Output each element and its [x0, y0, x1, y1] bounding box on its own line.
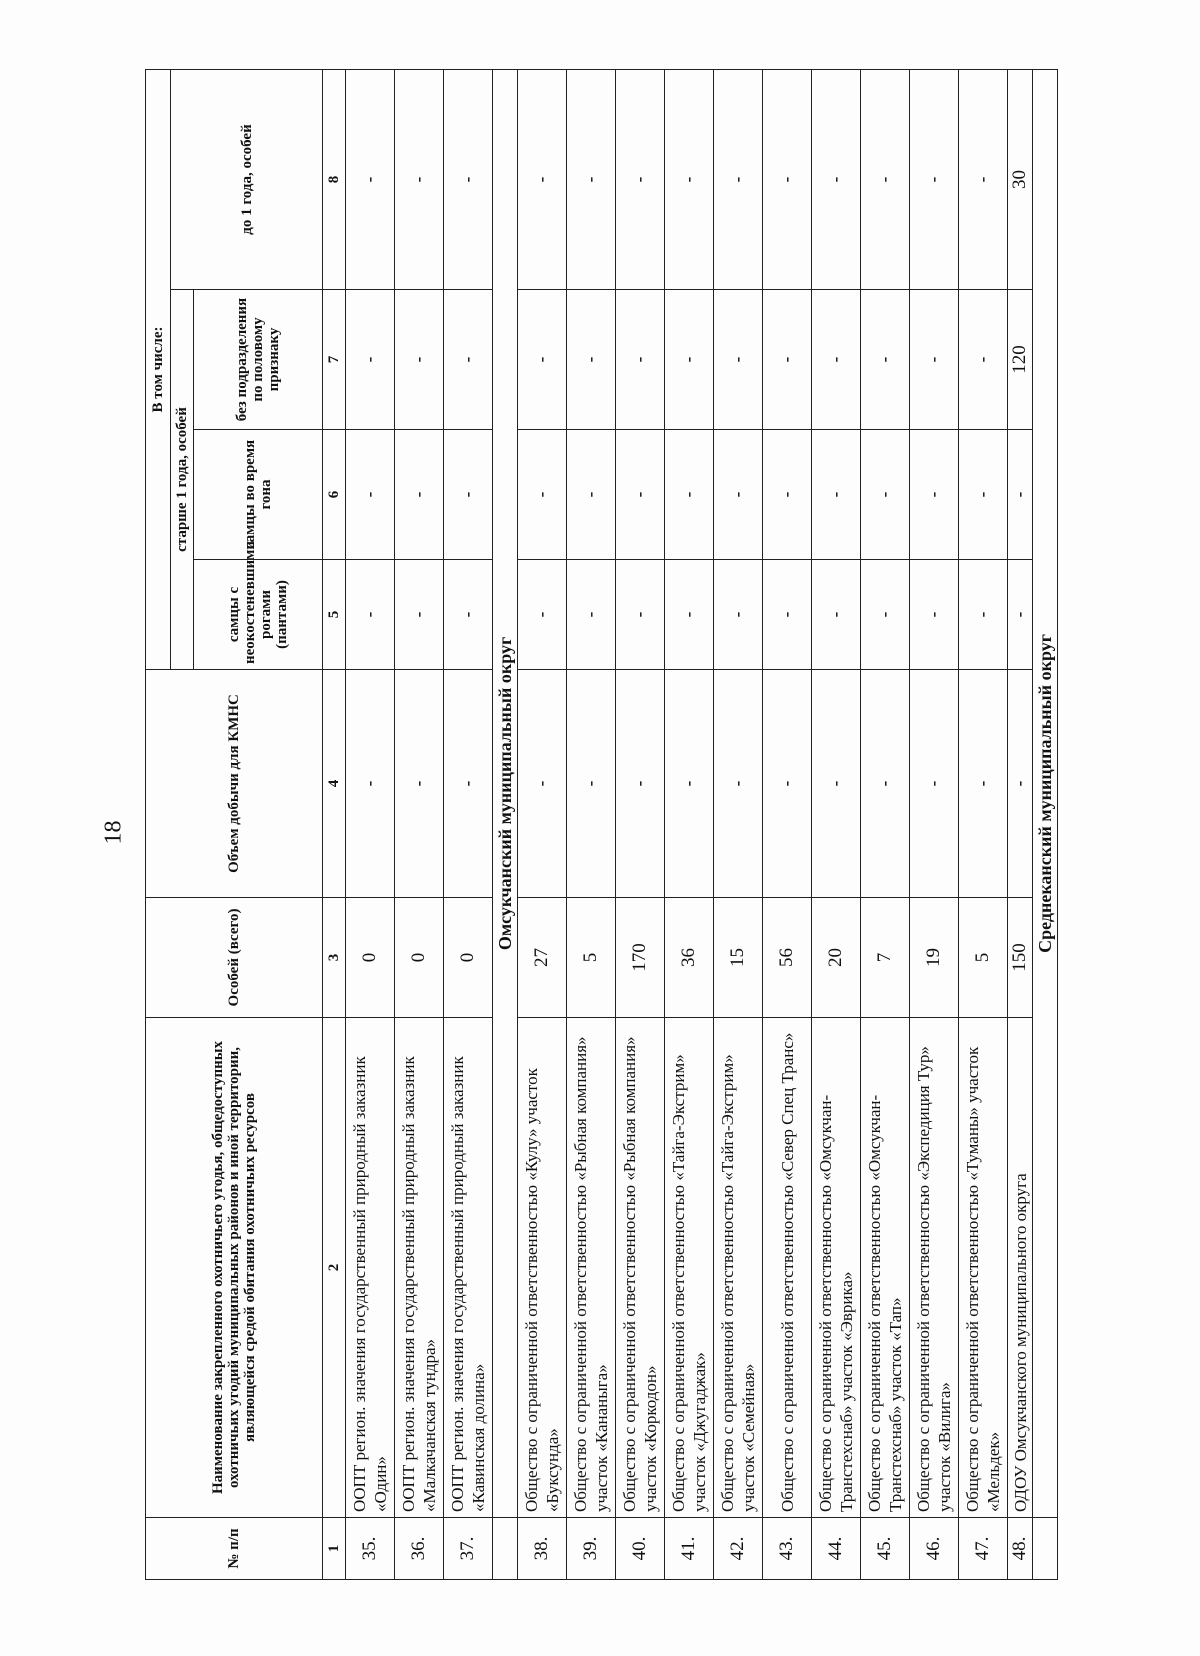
row-kmns: -	[1008, 670, 1033, 898]
row-males-rut: -	[763, 430, 812, 560]
row-kmns: -	[346, 670, 395, 898]
row-kmns: -	[812, 670, 861, 898]
row-kmns: -	[518, 670, 567, 898]
row-total: 0	[395, 898, 444, 1018]
row-males-antlers: -	[567, 560, 616, 670]
row-total: 19	[910, 898, 959, 1018]
row-males-antlers: -	[1008, 560, 1033, 670]
row-males-antlers: -	[714, 560, 763, 670]
row-males-antlers: -	[518, 560, 567, 670]
table-row	[812, 70, 861, 1580]
hunting-resources-table	[145, 69, 1058, 1580]
header-males-rut: самцы во время гона	[194, 430, 323, 560]
header-males-antlers: самцы с неокостеневшими рогами (пантами)	[194, 560, 323, 670]
header-no-sex: без подразделения по половому признаку	[194, 290, 323, 430]
row-total: 36	[665, 898, 714, 1018]
row-males-rut: -	[714, 430, 763, 560]
row-under1: -	[665, 70, 714, 290]
row-kmns: -	[910, 670, 959, 898]
row-kmns: -	[665, 670, 714, 898]
row-under1: 30	[1008, 70, 1033, 290]
row-kmns: -	[616, 670, 665, 898]
table-header	[146, 70, 346, 1580]
row-males-antlers: -	[959, 560, 1008, 670]
table-row	[567, 70, 616, 1580]
row-no: 35.	[346, 1518, 395, 1580]
row-males-rut: -	[444, 430, 493, 560]
row-total: 56	[763, 898, 812, 1018]
row-no: 44.	[812, 1518, 861, 1580]
row-under1: -	[910, 70, 959, 290]
row-males-antlers: -	[861, 560, 910, 670]
row-total: 5	[567, 898, 616, 1018]
row-males-antlers: -	[910, 560, 959, 670]
row-males-antlers: -	[812, 560, 861, 670]
row-name: Общество с ограниченной ответственностью «Тайга-Экстрим» участок «Джугаджак»	[665, 1018, 714, 1518]
table-row	[518, 70, 567, 1580]
col-number: 4	[323, 670, 346, 898]
section-title: Среднеканский муниципальный округ	[1033, 70, 1058, 1518]
table-body	[346, 70, 1058, 1580]
row-under1: -	[812, 70, 861, 290]
row-name: ООПТ регион. значения государственный природный заказник «Малкачанская тундра»	[395, 1018, 444, 1518]
row-males-rut: -	[395, 430, 444, 560]
row-no-sex: -	[714, 290, 763, 430]
row-kmns: -	[861, 670, 910, 898]
row-males-rut: -	[861, 430, 910, 560]
col-number: 5	[323, 560, 346, 670]
section-spacer	[1033, 1518, 1058, 1580]
row-name: Общество с ограниченной ответственностью «Кулу» участок «Буксунда»	[518, 1018, 567, 1518]
row-no: 36.	[395, 1518, 444, 1580]
row-under1: -	[346, 70, 395, 290]
row-under1: -	[444, 70, 493, 290]
table-row	[959, 70, 1008, 1580]
row-total: 5	[959, 898, 1008, 1018]
row-no: 42.	[714, 1518, 763, 1580]
header-total: Особей (всего)	[146, 898, 323, 1018]
row-name: Общество с ограниченной ответственностью «Рыбная компания» участок «Кананыга»	[567, 1018, 616, 1518]
row-no: 41.	[665, 1518, 714, 1580]
row-males-rut: -	[346, 430, 395, 560]
row-no-sex: 120	[1008, 290, 1033, 430]
col-number: 3	[323, 898, 346, 1018]
table-row	[395, 70, 444, 1580]
row-name: Общество с ограниченной ответственностью «Омсукчан-Транстехснаб» участок «Тап»	[861, 1018, 910, 1518]
table-row	[1008, 70, 1033, 1580]
row-males-antlers: -	[616, 560, 665, 670]
row-males-rut: -	[1008, 430, 1033, 560]
col-number: 8	[323, 70, 346, 290]
row-total: 7	[861, 898, 910, 1018]
row-males-antlers: -	[346, 560, 395, 670]
row-males-antlers: -	[763, 560, 812, 670]
header-older: старше 1 года, особей	[171, 290, 194, 670]
row-males-rut: -	[616, 430, 665, 560]
row-no: 43.	[763, 1518, 812, 1580]
row-males-rut: -	[812, 430, 861, 560]
section-spacer	[493, 1518, 518, 1580]
row-kmns: -	[444, 670, 493, 898]
row-name: Общество с ограниченной ответственностью «Экспедиция Тур» участок «Вилига»	[910, 1018, 959, 1518]
table-row	[763, 70, 812, 1580]
row-kmns: -	[714, 670, 763, 898]
page-number: 18	[100, 820, 127, 845]
row-under1: -	[395, 70, 444, 290]
row-males-rut: -	[518, 430, 567, 560]
table-row	[665, 70, 714, 1580]
row-total: 15	[714, 898, 763, 1018]
row-no-sex: -	[812, 290, 861, 430]
row-males-rut: -	[665, 430, 714, 560]
row-males-antlers: -	[665, 560, 714, 670]
row-no-sex: -	[346, 290, 395, 430]
row-no-sex: -	[444, 290, 493, 430]
row-males-rut: -	[959, 430, 1008, 560]
row-under1: -	[567, 70, 616, 290]
row-males-antlers: -	[444, 560, 493, 670]
row-under1: -	[861, 70, 910, 290]
row-males-rut: -	[567, 430, 616, 560]
table-row	[346, 70, 395, 1580]
row-under1: -	[518, 70, 567, 290]
row-males-antlers: -	[395, 560, 444, 670]
row-no: 45.	[861, 1518, 910, 1580]
row-no: 47.	[959, 1518, 1008, 1580]
row-no-sex: -	[763, 290, 812, 430]
col-number: 7	[323, 290, 346, 430]
row-no-sex: -	[518, 290, 567, 430]
table-row	[861, 70, 910, 1580]
row-total: 0	[346, 898, 395, 1018]
header-no: № п/п	[146, 1518, 323, 1580]
row-name: ООПТ регион. значения государственный природный заказник «Кавинская долина»	[444, 1018, 493, 1518]
row-total: 0	[444, 898, 493, 1018]
row-total: 20	[812, 898, 861, 1018]
row-kmns: -	[567, 670, 616, 898]
header-including: В том числе:	[146, 70, 171, 670]
row-total: 150	[1008, 898, 1033, 1018]
table-row	[616, 70, 665, 1580]
section-row	[1033, 70, 1058, 1580]
row-kmns: -	[959, 670, 1008, 898]
rotated-table-container	[145, 70, 1055, 1580]
row-males-rut: -	[910, 430, 959, 560]
row-kmns: -	[763, 670, 812, 898]
column-number-row	[323, 70, 346, 1580]
row-no-sex: -	[567, 290, 616, 430]
row-no: 37.	[444, 1518, 493, 1580]
row-total: 170	[616, 898, 665, 1018]
table-row	[444, 70, 493, 1580]
row-no-sex: -	[910, 290, 959, 430]
table-row	[714, 70, 763, 1580]
header-name: Наименование закрепленного охотничьего угодья, общедоступных охотничьих угодий муниципальных районов и иной территории, являющейся средой обитания охотничьих ресурсов	[146, 1018, 323, 1518]
row-name: Общество с ограниченной ответственностью «Север Спец Транс»	[763, 1018, 812, 1518]
header-under1: до 1 года, особей	[171, 70, 323, 290]
row-no: 46.	[910, 1518, 959, 1580]
row-under1: -	[763, 70, 812, 290]
col-number: 1	[323, 1518, 346, 1580]
row-name: ООПТ регион. значения государственный природный заказник «Один»	[346, 1018, 395, 1518]
row-kmns: -	[395, 670, 444, 898]
row-under1: -	[959, 70, 1008, 290]
row-name: Общество с ограниченной ответственностью «Тайга-Экстрим» участок «Семейная»	[714, 1018, 763, 1518]
section-row	[493, 70, 518, 1580]
row-under1: -	[714, 70, 763, 290]
section-title: Омсукчанский муниципальный округ	[493, 70, 518, 1518]
row-no-sex: -	[861, 290, 910, 430]
col-number: 2	[323, 1018, 346, 1518]
row-no-sex: -	[395, 290, 444, 430]
row-no: 40.	[616, 1518, 665, 1580]
row-no-sex: -	[616, 290, 665, 430]
row-no: 39.	[567, 1518, 616, 1580]
row-name: Общество с ограниченной ответственностью «Рыбная компания» участок «Коркодон»	[616, 1018, 665, 1518]
row-no-sex: -	[959, 290, 1008, 430]
col-number: 6	[323, 430, 346, 560]
row-total: 27	[518, 898, 567, 1018]
row-name: Общество с ограниченной ответственностью «Туманы» участок «Мельдек»	[959, 1018, 1008, 1518]
row-no-sex: -	[665, 290, 714, 430]
header-kmns: Объем добычи для КМНС	[146, 670, 323, 898]
row-no: 48.	[1008, 1518, 1033, 1580]
table-row	[910, 70, 959, 1580]
row-no: 38.	[518, 1518, 567, 1580]
row-name: Общество с ограниченной ответственностью «Омсукчан-Транстехснаб» участок «Эврика»	[812, 1018, 861, 1518]
row-name: ОДОУ Омсукчанского муниципального округа	[1008, 1018, 1033, 1518]
row-under1: -	[616, 70, 665, 290]
